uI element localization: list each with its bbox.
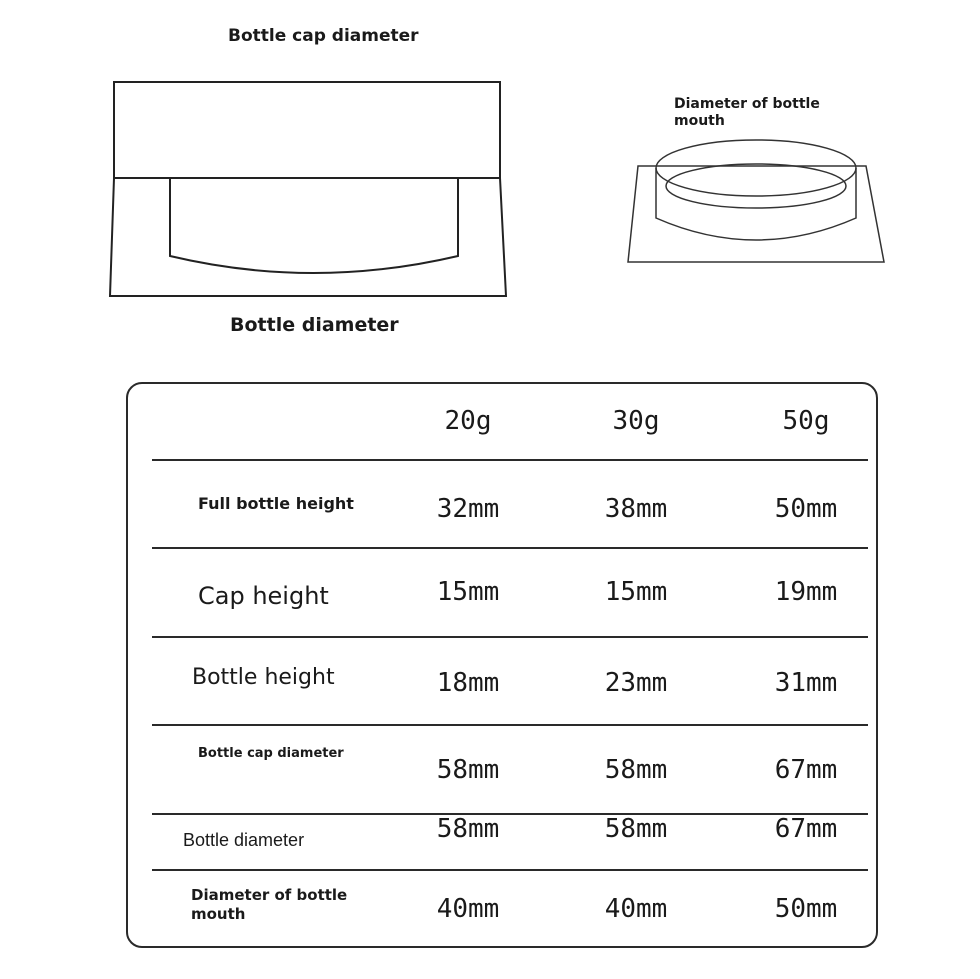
jar-side-drawing: [0, 0, 980, 380]
row-divider: [152, 636, 868, 638]
row-label-bottle-diameter: Bottle diameter: [183, 830, 305, 850]
cell-value: 15mm: [604, 577, 668, 607]
jar-mouth-drawing: [628, 140, 884, 262]
cell-value: 40mm: [436, 894, 500, 924]
cell-value: 38mm: [604, 494, 668, 524]
bottle-cap-diameter-label: Bottle cap diameter: [228, 26, 419, 46]
jar-inner-outline: [170, 178, 458, 273]
cell-value: 58mm: [436, 814, 500, 844]
column-header-30g: 30g: [612, 406, 660, 436]
row-divider: [152, 459, 868, 461]
cell-value: 32mm: [436, 494, 500, 524]
bottle-diameter-label: Bottle diameter: [230, 314, 399, 336]
column-header-20g: 20g: [444, 406, 492, 436]
row-divider: [152, 547, 868, 549]
row-label-diameter-of-bottle-mouth: Diameter of bottle mouth: [191, 886, 348, 923]
cell-value: 50mm: [774, 894, 838, 924]
cell-value: 58mm: [436, 755, 500, 785]
cell-value: 58mm: [604, 755, 668, 785]
column-header-50g: 50g: [782, 406, 830, 436]
cell-value: 58mm: [604, 814, 668, 844]
cell-value: 18mm: [436, 668, 500, 698]
row-label-cap-height: Cap height: [198, 582, 329, 610]
row-divider: [152, 869, 868, 871]
mouth-diameter-label: Diameter of bottle mouth: [674, 96, 820, 129]
cell-value: 31mm: [774, 668, 838, 698]
row-label-bottle-height: Bottle height: [192, 665, 335, 690]
cell-value: 67mm: [774, 755, 838, 785]
cap-outline: [114, 82, 500, 178]
cell-value: 15mm: [436, 577, 500, 607]
row-label-full-bottle-height: Full bottle height: [198, 494, 354, 513]
row-divider: [152, 724, 868, 726]
cell-value: 50mm: [774, 494, 838, 524]
cell-value: 67mm: [774, 814, 838, 844]
row-label-bottle-cap-diameter: Bottle cap diameter: [198, 746, 344, 761]
cell-value: 19mm: [774, 577, 838, 607]
cell-value: 40mm: [604, 894, 668, 924]
cell-value: 23mm: [604, 668, 668, 698]
